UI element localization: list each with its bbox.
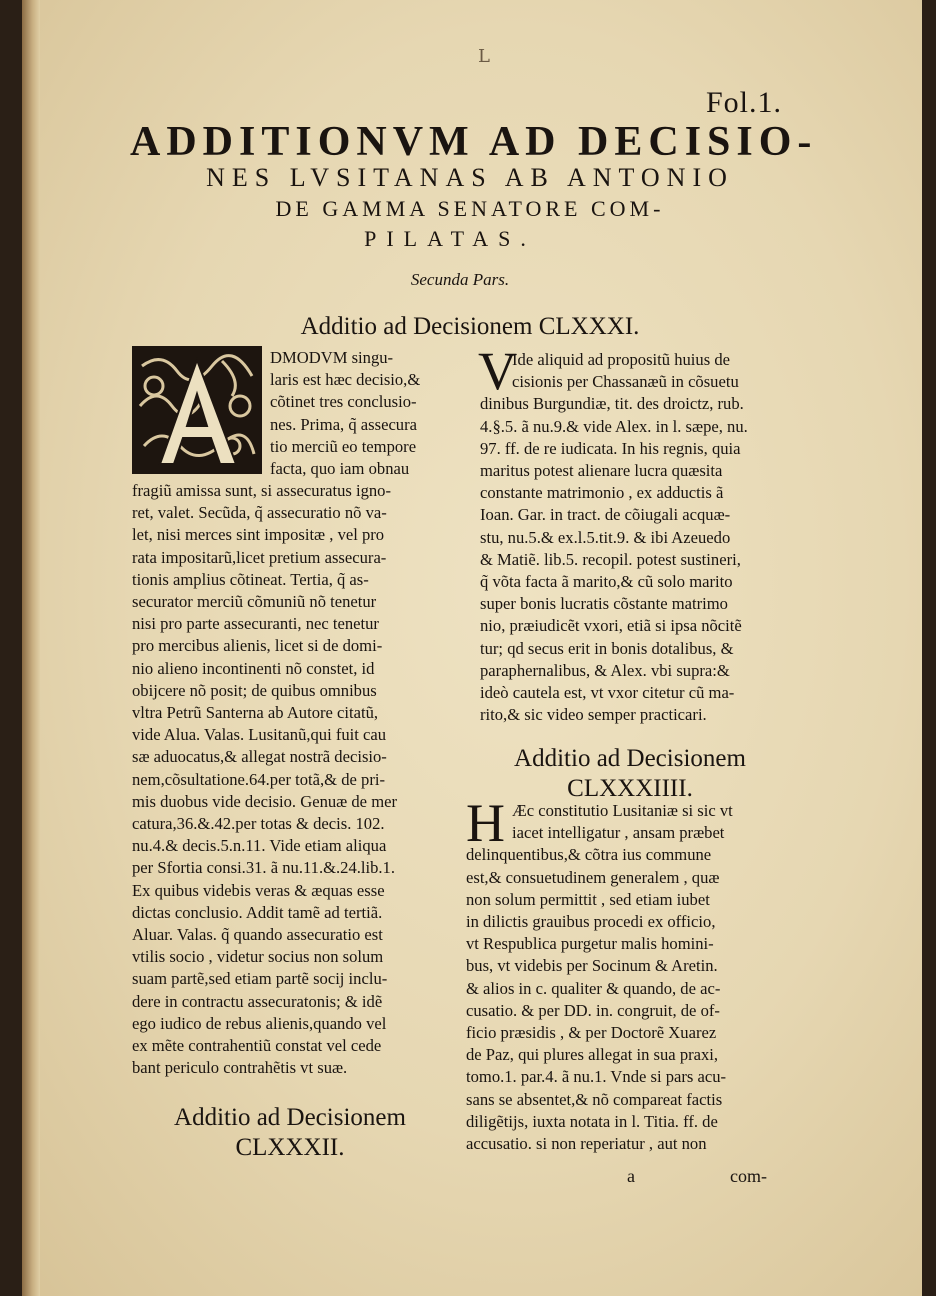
title-line-3: DE GAMMA SENATORE COM- — [275, 196, 665, 221]
text-line: rito,& sic video semper practicari. — [480, 705, 707, 725]
heading-decision-181 — [260, 312, 680, 342]
signature-mark: a — [627, 1166, 635, 1186]
text-line: bus, vt videbis per Socinum & Aretin. — [466, 956, 718, 976]
text-line: in dilictis grauibus procedi ex officio, — [466, 912, 716, 932]
title-line-4: PILATAS. — [364, 226, 536, 251]
text-line: cusatio. & per DD. in. congruit, de of- — [466, 1000, 720, 1020]
text-line: dere in contractu assecuratonis; & idẽ — [132, 991, 383, 1011]
text-line: securator merciũ cõmuniũ nõ tenetur — [132, 592, 377, 612]
title-line-1: ADDITIONVM AD DECISIO- — [130, 119, 818, 165]
text-line: q̃ võta facta ã marito,& cũ solo marito — [480, 572, 733, 592]
text-line: & Matiẽ. lib.5. recopil. potest sustineri, — [480, 549, 741, 569]
decorated-initial-a — [132, 346, 262, 474]
text-line: vt Respublica purgetur malis homini- — [466, 934, 714, 954]
text-line: mis duobus vide decisio. Genuæ de mer — [132, 791, 397, 811]
text-line: vltra Petrũ Santerna ab Autore citatũ, — [132, 703, 379, 723]
text-line: rata impositarũ,licet pretium assecura- — [132, 547, 387, 567]
text-line: cisionis per Chassanæũ in cõsuetu — [512, 372, 739, 392]
text-line: catura,36.&.42.per totas & decis. 102. — [132, 814, 385, 834]
text-line: 97. ff. de re iudicata. In his regnis, quia — [480, 438, 741, 458]
heading-decision-184 — [470, 744, 790, 804]
text-line: vtilis socio , videtur socius non solum — [132, 947, 384, 967]
text-line: per Sfortia consi.31. ã nu.11.&.24.lib.1. — [132, 858, 396, 878]
catchword: com- — [730, 1166, 767, 1186]
text-line: tur; qd secus erit in bonis dotalibus, & — [480, 638, 734, 658]
right-column-part-b — [466, 800, 794, 1155]
page-gutter — [22, 0, 40, 1296]
text-line: tomo.1. par.4. ã nu.1. Vnde si pars acu- — [466, 1067, 727, 1087]
text-line: stu, nu.5.& ex.l.5.tit.9. & ibi Azeuedo — [480, 527, 731, 547]
heading-text: Additio ad Decisionem CLXXXI. — [300, 313, 640, 340]
text-line: cõtinet tres conclusio- — [270, 392, 417, 412]
ornament-icon — [132, 346, 262, 474]
text-line: constante matrimonio , ex adductis ã — [480, 483, 724, 503]
text-line: & alios in c. qualiter & quando, de ac- — [466, 978, 721, 998]
text-line: bant periculo contrahẽtis vt suæ. — [132, 1058, 348, 1078]
text-line: nes. Prima, q̃ assecura — [270, 414, 417, 434]
text-line: Ide aliquid ad propositũ huius de — [512, 350, 730, 369]
text-line: paraphernalibus, & Alex. vbi supra:& — [480, 660, 730, 680]
text-line: delinquentibus,& cõtra ius commune — [466, 845, 712, 865]
part-subtitle: Secunda Pars. — [410, 270, 510, 289]
left-column-body — [132, 480, 462, 1079]
text-line: nem,cõsultatione.64.per totã,& de pri- — [132, 769, 385, 789]
right-column-part-a — [480, 349, 794, 726]
text-line: nio, præiudicẽt vxori, etiã si ipsa nõcitẽ — [480, 616, 742, 636]
text-line: nu.4.& decis.5.n.11. Vide etiam aliqua — [132, 836, 387, 856]
text-line: est,& consuetudinem generalem , quæ — [466, 867, 720, 887]
text-line: non solum permittit , sed etiam iubet — [466, 889, 710, 909]
text-line: ideò cautela est, vt vxor citetur cũ ma- — [480, 683, 735, 703]
heading-decision-182 — [140, 1103, 440, 1163]
text-line: Aluar. Valas. q̃ quando assecuratio est — [132, 925, 383, 945]
heading-numeral: CLXXXII. — [235, 1134, 345, 1161]
left-column-beside-initial — [270, 347, 460, 480]
text-line: fragiũ amissa sunt, si assecuratus igno- — [132, 481, 391, 500]
text-line: vide Alua. Valas. Lusitanũ,qui fuit cau — [132, 725, 387, 745]
text-line: de Paz, qui plures allegat in sua praxi, — [466, 1045, 719, 1065]
text-line: Ioan. Gar. in tract. de cõiugali acquæ- — [480, 505, 731, 525]
text-line: 4.§.5. ã nu.9.& vide Alex. in l. sæpe, nu. — [480, 416, 748, 436]
text-line: dinibus Burgundiæ, tit. des droictz, rub. — [480, 394, 744, 414]
text-line: accusatio. si non reperiatur , aut non — [466, 1134, 707, 1154]
text-line: nisi pro parte assecuranti, nec tenetur — [132, 614, 379, 634]
initial-letter-h: H — [466, 793, 505, 853]
initial-letter-v: V — [478, 341, 517, 401]
text-line: Ex quibus videbis veras & æquas esse — [132, 880, 385, 900]
text-line: sæ aduocatus,& allegat nostrã decisio- — [132, 747, 387, 767]
text-line: super bonis lucratis cõstante matrimo — [480, 594, 728, 614]
text-line: let, nisi merces sint impositæ , vel pro — [132, 525, 385, 545]
text-line: ficio præsidis , & per Doctorẽ Xuarez — [466, 1023, 717, 1043]
text-line: tio merciũ eo tempore — [270, 436, 417, 456]
text-line: ex mẽte contrahentiũ constat vel cede — [132, 1036, 382, 1056]
heading-text: Additio ad Decisionem — [514, 745, 746, 772]
heading-numeral: CLXXXIIII. — [567, 775, 693, 802]
heading-text: Additio ad Decisionem — [174, 1104, 406, 1131]
text-line: iacet intelligatur , ansam præbet — [512, 823, 725, 843]
text-line: ret, valet. Secũda, q̃ assecuratio nõ va- — [132, 503, 387, 523]
text-line: diligẽtijs, iuxta notata in l. Titia. ff. de — [466, 1111, 718, 1131]
text-line: facta, quo iam obnau — [270, 459, 410, 479]
text-line: suam partẽ,sed etiam partẽ socij inclu- — [132, 969, 388, 989]
text-line: obijcere nõ posit; de quibus omnibus — [132, 680, 377, 700]
title-line-2: NES LVSITANAS AB ANTONIO — [206, 163, 734, 192]
text-line: nio alieno incontinenti nõ constet, id — [132, 658, 375, 678]
text-line: DMODVM singu- — [270, 348, 394, 367]
text-line: dictas conclusio. Addit tamẽ ad tertiã. — [132, 902, 383, 922]
margin-mark: L — [478, 46, 490, 67]
text-line: pro mercibus alienis, licet si de domi- — [132, 636, 383, 656]
text-line: Æc constitutio Lusitaniæ si sic vt — [512, 801, 733, 820]
text-line: sans se absentet,& nõ compareat factis — [466, 1089, 723, 1109]
text-line: maritus potest alienare lucra quæsita — [480, 461, 723, 481]
folio-number: Fol.1. — [706, 86, 783, 119]
text-line: ego iudico de rebus alienis,quando vel — [132, 1013, 387, 1033]
text-line: laris est hæc decisio,& — [270, 370, 421, 390]
text-line: tionis amplius cõtineat. Tertia, q̃ as- — [132, 569, 369, 589]
